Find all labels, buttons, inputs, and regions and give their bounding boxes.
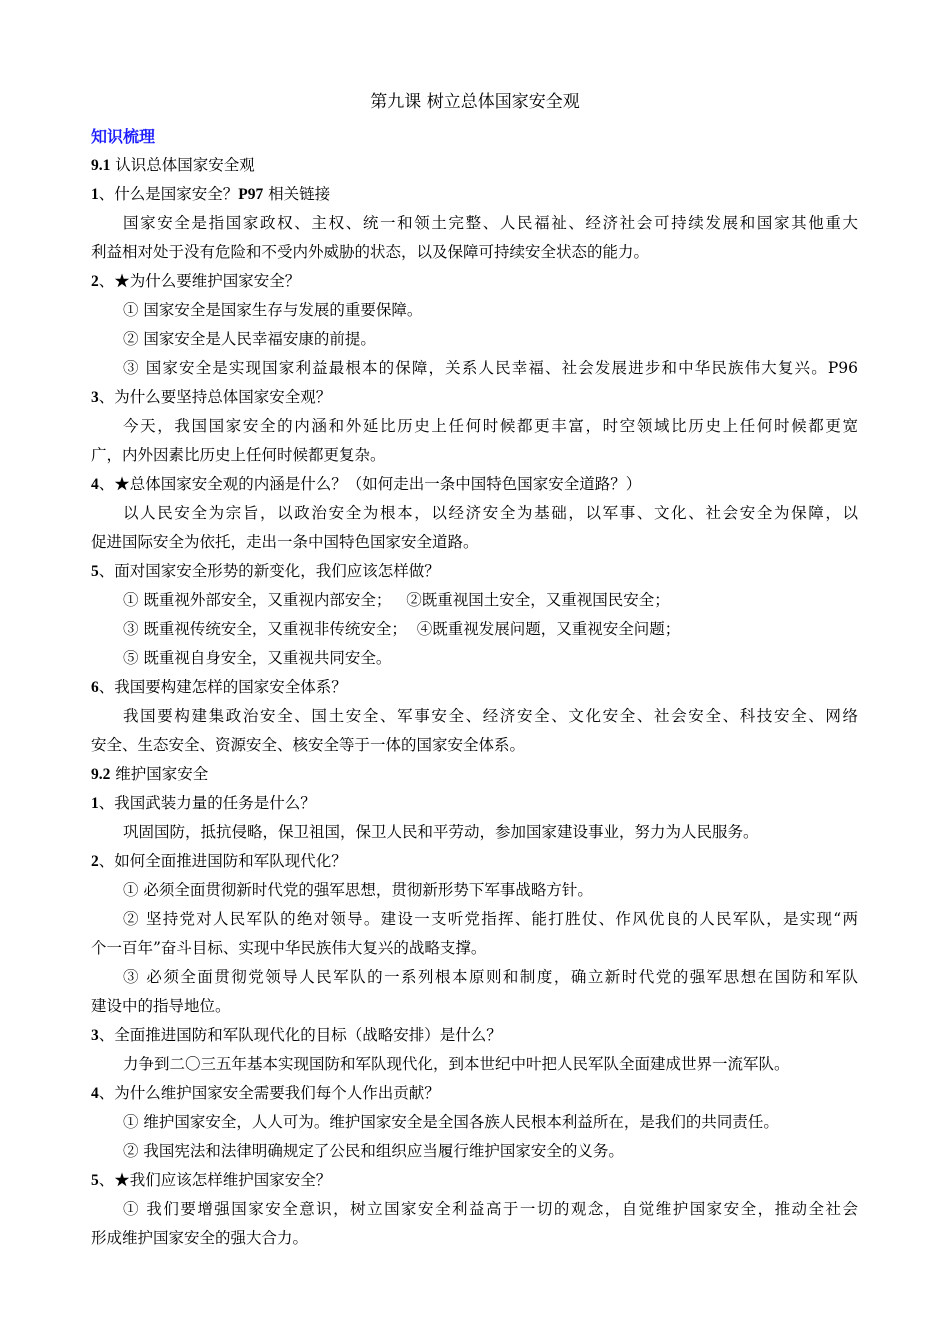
- section-heading: 知识梳理: [91, 127, 156, 146]
- question-1: 1、什么是国家安全？P97 相关链接: [91, 185, 331, 203]
- answer-line: ② 我国宪法和法律明确规定了公民和组织应当履行维护国家安全的义务。: [123, 1142, 624, 1160]
- answer-line: ① 维护国家安全，人人可为。维护国家安全是全国各族人民根本利益所在，是我们的共同责任。: [123, 1113, 779, 1131]
- answer-line: 个一百年”奋斗目标、实现中华民族伟大复兴的战略支撑。: [91, 939, 487, 957]
- answer-line: ③ 必须全面贯彻党领导人民军队的一系列根本原则和制度，确立新时代党的强军思想在国防和军队: [123, 968, 858, 986]
- answer-line: 促进国际安全为依托，走出一条中国特色国家安全道路。: [91, 533, 479, 551]
- answer-line: 利益相对处于没有危险和不受内外威胁的状态，以及保障可持续安全状态的能力。: [91, 243, 650, 261]
- question-1: 1、我国武装力量的任务是什么？: [91, 794, 316, 812]
- subsection-heading-9-1: 9.1 认识总体国家安全观: [91, 156, 255, 174]
- answer-line: 力争到二〇三五年基本实现国防和军队现代化，到本世纪中叶把人民军队全面建成世界一流军队。: [123, 1055, 790, 1073]
- answer-line: 广，内外因素比历史上任何时候都更复杂。: [91, 446, 386, 464]
- answer-line: 今天，我国国家安全的内涵和外延比历史上任何时候都更丰富，时空领域比历史上任何时候都更宽: [123, 417, 858, 435]
- answer-line: ① 国家安全是国家生存与发展的重要保障。: [123, 301, 423, 319]
- answer-line: 形成维护国家安全的强大合力。: [91, 1229, 309, 1247]
- document-body: [91, 122, 858, 1253]
- question-5: 5、面对国家安全形势的新变化，我们应该怎样做？: [91, 562, 440, 580]
- question-6: 6、我国要构建怎样的国家安全体系？: [91, 678, 347, 696]
- answer-line: 建设中的指导地位。: [91, 997, 231, 1015]
- answer-line: 巩固国防，抵抗侵略，保卫祖国，保卫人民和平劳动，参加国家建设事业，努力为人民服务。: [123, 823, 759, 841]
- answer-line: ③ 既重视传统安全，又重视非传统安全； ④既重视发展问题，又重视安全问题；: [123, 620, 681, 638]
- subsection-heading-9-2: 9.2 维护国家安全: [91, 765, 209, 783]
- answer-line: ② 国家安全是人民幸福安康的前提。: [123, 330, 376, 348]
- answer-line: ① 我们要增强国家安全意识，树立国家安全利益高于一切的观念，自觉维护国家安全，推动全社会: [123, 1200, 858, 1218]
- answer-line: 以人民安全为宗旨，以政治安全为根本，以经济安全为基础，以军事、文化、社会安全为保障，以: [123, 504, 858, 522]
- answer-line: ① 必须全面贯彻新时代党的强军思想，贯彻新形势下军事战略方针。: [123, 881, 593, 899]
- question-2: 2、如何全面推进国防和军队现代化？: [91, 852, 347, 870]
- answer-line: 安全、生态安全、资源安全、核安全等于一体的国家安全体系。: [91, 736, 526, 754]
- question-5: 5、★我们应该怎样维护国家安全？: [91, 1171, 332, 1189]
- question-4: 4、为什么维护国家安全需要我们每个人作出贡献？: [91, 1084, 440, 1102]
- lesson-title: 第九课 树立总体国家安全观: [370, 92, 580, 112]
- answer-line: ① 既重视外部安全，又重视内部安全； ②既重视国土安全，又重视国民安全；: [123, 591, 670, 609]
- answer-line: 国家安全是指国家政权、主权、统一和领土完整、人民福祉、经济社会可持续发展和国家其他重大: [123, 214, 858, 232]
- answer-line: ② 坚持党对人民军队的绝对领导。建设一支听党指挥、能打胜仗、作风优良的人民军队，是实现“两: [123, 910, 858, 928]
- answer-line: ③ 国家安全是实现国家利益最根本的保障，关系人民幸福、社会发展进步和中华民族伟大复兴。P96: [123, 359, 858, 377]
- answer-line: ⑤ 既重视自身安全，又重视共同安全。: [123, 649, 392, 667]
- question-4: 4、★总体国家安全观的内涵是什么？（如何走出一条中国特色国家安全道路？）: [91, 475, 642, 493]
- question-3: 3、为什么要坚持总体国家安全观？: [91, 388, 332, 406]
- answer-line: 我国要构建集政治安全、国土安全、军事安全、经济安全、文化安全、社会安全、科技安全、网络: [123, 707, 858, 725]
- question-3: 3、全面推进国防和军队现代化的目标（战略安排）是什么？: [91, 1026, 502, 1044]
- question-2: 2、★为什么要维护国家安全？: [91, 272, 301, 290]
